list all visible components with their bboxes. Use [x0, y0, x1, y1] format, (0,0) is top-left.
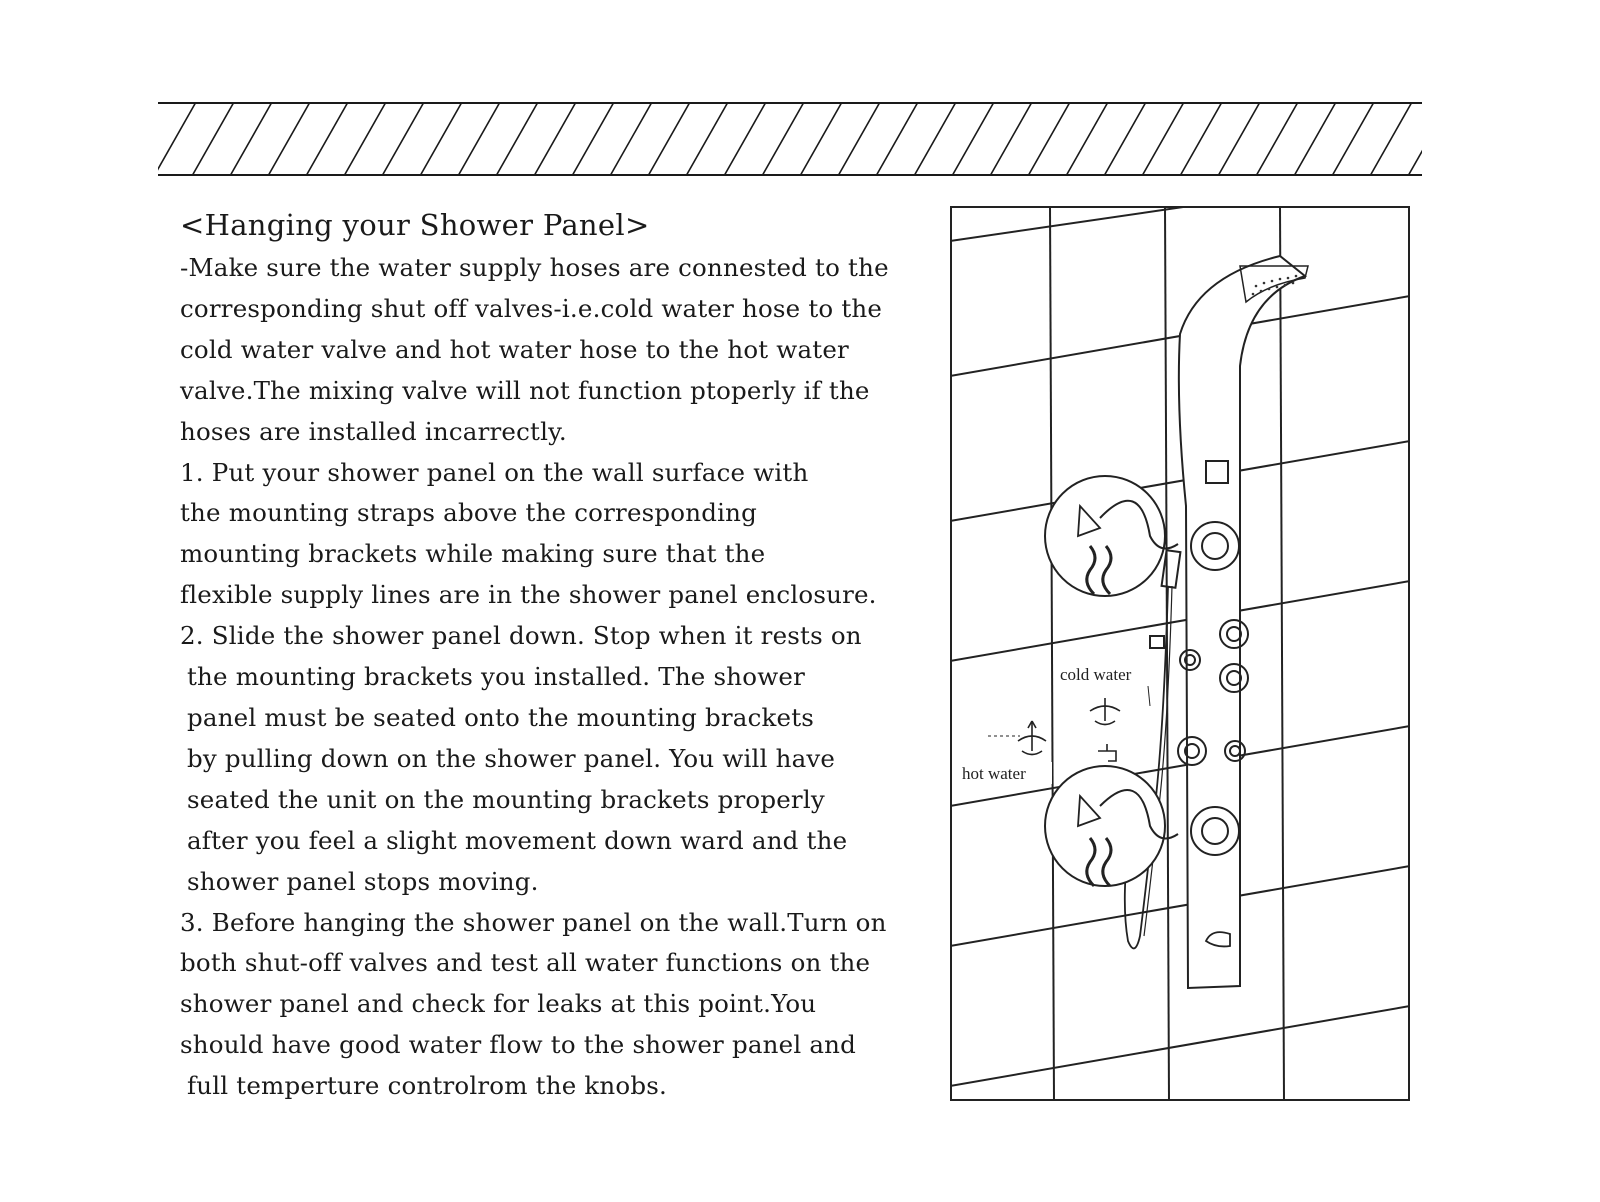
shower-panel-illustration: [950, 206, 1410, 1101]
hatch-stroke: [158, 102, 196, 176]
text-line: valve.The mixing valve will not function ptoperly if the: [180, 375, 870, 405]
text-line: after you feel a slight movement down ward and the: [187, 825, 848, 855]
text-line: hoses are installed incarrectly.: [180, 416, 567, 446]
text-line: seated the unit on the mounting brackets properly: [187, 784, 825, 814]
hatch-stroke: [1294, 102, 1336, 176]
cold-water-label: cold water: [1060, 665, 1132, 684]
instruction-text-block: [180, 204, 920, 1107]
text-line: -Make sure the water supply hoses are connested to the: [180, 253, 889, 282]
text-line: corresponding shut off valves-i.e.cold water hose to the: [180, 293, 883, 323]
step-3: [180, 903, 920, 1108]
text-line: both shut-off valves and test all water functions on the: [180, 948, 871, 978]
hatch-stroke: [800, 102, 842, 176]
text-line: flexible supply lines are in the shower panel enclosure.: [180, 580, 877, 610]
hatch-stroke: [648, 102, 690, 176]
hatch-stroke: [1408, 102, 1422, 176]
hatch-stroke: [268, 102, 310, 176]
callout-upper: [1045, 476, 1165, 596]
text-line: panel must be seated onto the mounting brackets: [187, 702, 815, 732]
hatch-stroke: [496, 102, 538, 176]
header-hatch-band: [158, 102, 1422, 176]
hatch-stroke: [1066, 102, 1108, 176]
hatch-stroke: [1332, 102, 1374, 176]
hatch-stroke: [724, 102, 766, 176]
text-line: should have good water flow to the shower panel and: [180, 1030, 857, 1060]
step-1: [180, 453, 920, 617]
hatch-stroke: [572, 102, 614, 176]
hatch-stroke: [762, 102, 804, 176]
text-line: the mounting straps above the corresponding: [180, 498, 758, 528]
text-line: shower panel and check for leaks at this point.You: [180, 989, 817, 1019]
text-line: full temperture controlrom the knobs.: [187, 1071, 668, 1101]
hand-shower: [1162, 550, 1181, 588]
hatch-stroke: [344, 102, 386, 176]
cold-valve-icon: [1090, 698, 1120, 725]
hand-shower-holder: [1150, 636, 1164, 648]
text-line: 3. Before hanging the shower panel on the wall.Turn on: [180, 907, 887, 937]
hatch-stroke: [306, 102, 348, 176]
hatch-stroke: [1104, 102, 1146, 176]
hatch-stroke: [1218, 102, 1260, 176]
hatch-stroke: [914, 102, 956, 176]
text-line: 1. Put your shower panel on the wall surface with: [180, 457, 809, 487]
hot-valve-icon: [1018, 721, 1046, 755]
hatch-stroke: [838, 102, 880, 176]
text-line: cold water valve and hot water hose to the hot water: [180, 334, 849, 364]
hatch-stroke: [230, 102, 272, 176]
hatch-stroke: [382, 102, 424, 176]
hatch-stroke: [686, 102, 728, 176]
hatch-stroke: [1028, 102, 1070, 176]
text-line: by pulling down on the shower panel. You will have: [187, 743, 836, 773]
text-line: 2. Slide the shower panel down. Stop when it rests on: [180, 621, 862, 651]
text-line: shower panel stops moving.: [187, 866, 539, 896]
hatch-stroke: [420, 102, 462, 176]
section-title: <Hanging your Shower Panel>: [180, 208, 650, 242]
callout-lower: [1045, 766, 1165, 886]
hatch-stroke: [192, 102, 234, 176]
hatch-stroke: [1180, 102, 1222, 176]
hatch-stroke: [534, 102, 576, 176]
shower-hose: [1125, 586, 1168, 948]
hatch-stroke: [952, 102, 994, 176]
step-2: [180, 616, 920, 902]
hatch-stroke: [1256, 102, 1298, 176]
hatch-stroke: [1142, 102, 1184, 176]
faucet-icon: [1098, 744, 1116, 761]
hatch-stroke: [458, 102, 500, 176]
hatch-stroke: [990, 102, 1032, 176]
hatch-stroke: [1370, 102, 1412, 176]
text-line: mounting brackets while making sure that the: [180, 539, 766, 569]
hatch-stroke: [876, 102, 918, 176]
text-line: the mounting brackets you installed. The shower: [187, 662, 805, 692]
hot-water-label: hot water: [962, 764, 1026, 783]
intro-paragraph: [180, 248, 920, 453]
hatch-stroke: [610, 102, 652, 176]
